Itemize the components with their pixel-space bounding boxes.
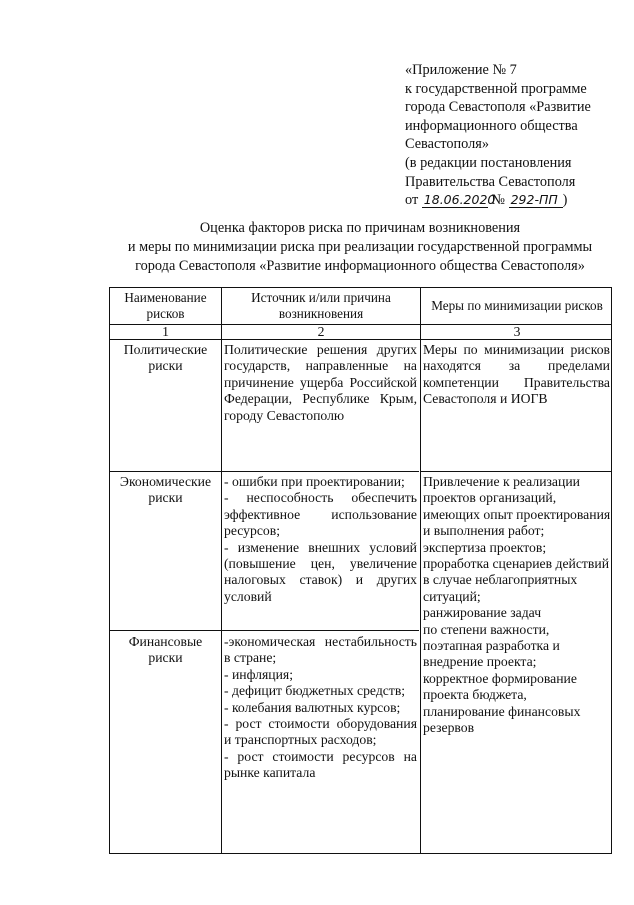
risk-name-financial: Финансовые риски <box>128 634 203 666</box>
handwritten-date: 18.06.2020 <box>423 192 496 208</box>
header-risk-name: Наименование рисков <box>124 290 207 321</box>
number-prefix: № <box>491 192 506 209</box>
column-number: 2 <box>317 324 325 339</box>
source-financial: -экономическая нестабильность в стране; - инфляция; - дефицит бюджетных средств; - колебания валютных курсов; - рост стоимости оборудования и транспортных расходов; - рост стоимости ресурсов на рынке капитала <box>224 634 417 781</box>
title-line: города Севастополя «Развитие информационного общества Севастополя» <box>135 257 585 274</box>
measures-economic-financial: Привлечение к реализации проектов организаций, имеющих опыт проектирования и выполнения работ; экспертиза проектов; проработка сценариев действий в случае неблагоприятных ситуаций; ранжирование задач по степени важности, поэтапная разработка и внедрение проекта; корректное формирование проекта бюджета, планирование финансовых резервов <box>423 474 611 736</box>
column-number: 1 <box>162 324 169 339</box>
date-prefix: от <box>405 192 419 209</box>
annex-line: города Севастополя «Развитие <box>405 99 591 116</box>
annex-line: информационного общества <box>405 117 578 134</box>
annex-line: Севастополя» <box>405 136 489 153</box>
column-number: 3 <box>513 324 521 339</box>
date-suffix: ) <box>562 192 568 209</box>
title-line: и меры по минимизации риска при реализации государственной программы <box>127 238 593 255</box>
column-divider <box>420 288 421 853</box>
annex-line: (в редакции постановления <box>405 154 572 171</box>
annex-block <box>405 61 627 210</box>
source-economic: - ошибки при проектировании; - неспособность обеспечить эффективное использование ресурсов; - изменение внешних условий (повышение цен, увеличение налоговых ставок) и других условий <box>224 474 417 604</box>
annex-date-line <box>405 191 627 210</box>
handwritten-number: 292-ПП <box>509 193 563 208</box>
row-divider <box>110 471 419 472</box>
risk-name-economic: Экономические риски <box>119 474 212 506</box>
row-divider <box>420 471 611 472</box>
header-source: Источник и/или причина возникновения <box>251 290 391 321</box>
annex-line: «Приложение № 7 <box>405 62 517 78</box>
risk-table <box>109 287 612 854</box>
column-divider <box>221 288 222 853</box>
annex-line: к государственной программе <box>405 80 587 97</box>
header-measures: Меры по минимизации рисков <box>431 298 603 313</box>
risk-name-political: Политические риски <box>123 342 208 374</box>
title-line: Оценка факторов риска по причинам возникновения <box>199 220 521 236</box>
annex-line: Правительства Севастополя <box>405 173 576 190</box>
document-title <box>100 219 620 275</box>
row-divider <box>110 630 419 631</box>
source-political: Политические решения других государств, направленные на причинение ущерба Российской Федерации, Республике Крым, городу Севастополю <box>224 342 417 423</box>
measures-political: Меры по минимизации рисков находятся за пределами компетенции Правительства Севастополя и ИОГВ <box>423 342 610 407</box>
